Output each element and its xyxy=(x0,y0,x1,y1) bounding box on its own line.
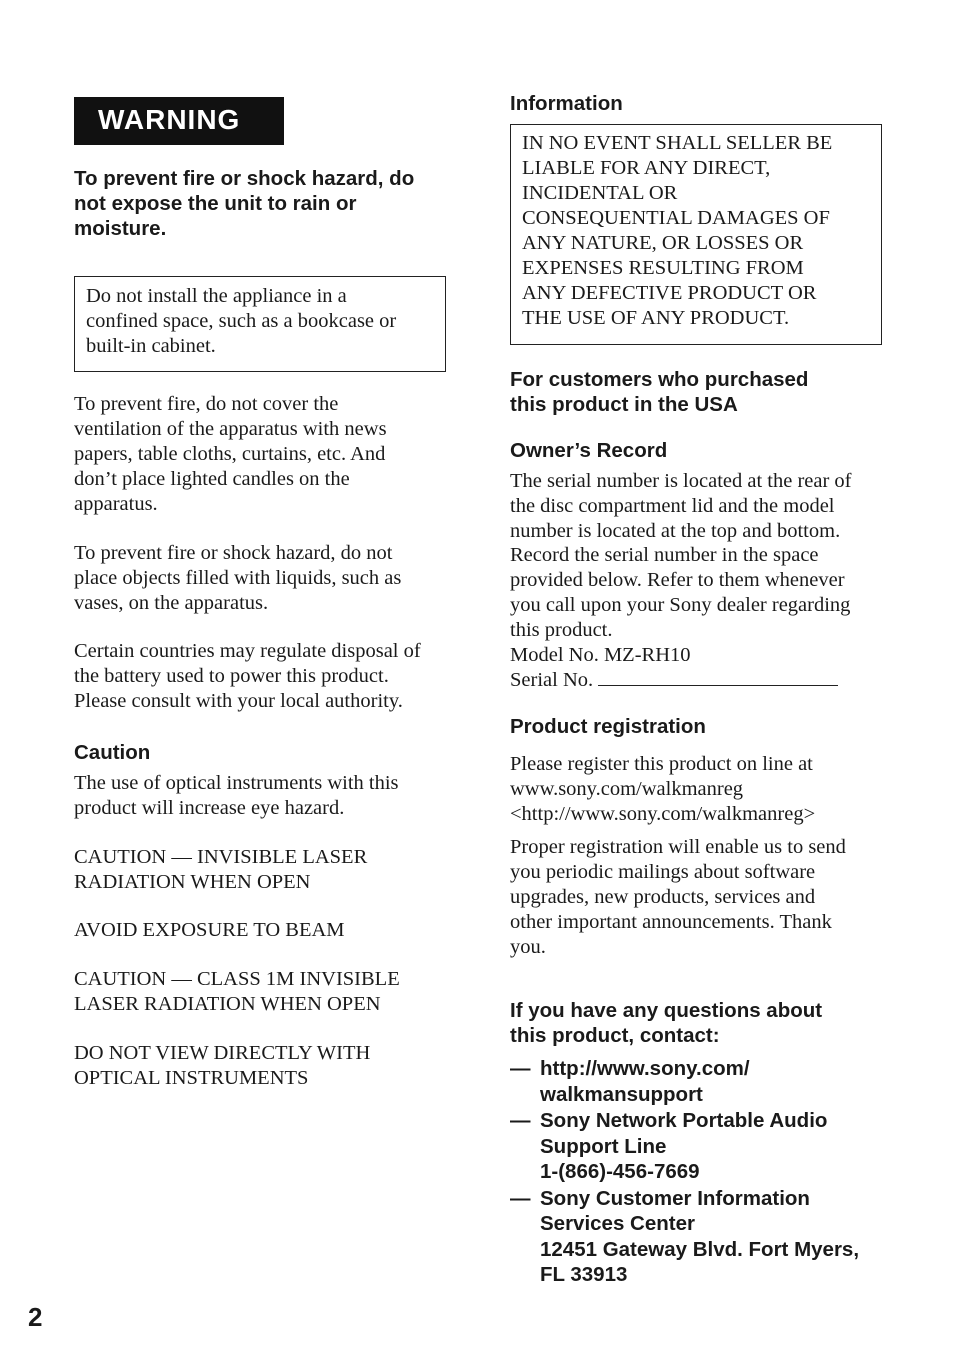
avoid-exposure: AVOID EXPOSURE TO BEAM xyxy=(74,919,345,941)
address-line: FL 33913 xyxy=(540,1263,628,1286)
para-line: the disc compartment lid and the model xyxy=(510,494,835,517)
para-line: upgrades, new products, services and xyxy=(510,886,816,908)
usa-customers-heading xyxy=(510,367,890,417)
serial-label: Serial No. xyxy=(510,669,594,692)
model-number: Model No. MZ-RH10 xyxy=(510,643,691,666)
para-line: To prevent fire, do not cover the xyxy=(74,393,339,415)
para-line: apparatus. xyxy=(74,493,158,515)
serial-blank-line xyxy=(598,667,838,686)
para-line: you call upon your Sony dealer regarding xyxy=(510,593,851,616)
para-line: this product. xyxy=(510,618,613,641)
install-line: confined space, such as a bookcase or xyxy=(86,310,397,332)
do-not-view xyxy=(74,1041,454,1091)
dash-bullet: — xyxy=(510,1057,531,1080)
para-line: DO NOT VIEW DIRECTLY WITH xyxy=(74,1042,371,1064)
information-heading: Information xyxy=(510,92,623,115)
para-line: CAUTION — CLASS 1M INVISIBLE xyxy=(74,968,400,990)
para-line: vases, on the apparatus. xyxy=(74,592,269,614)
page-number: 2 xyxy=(28,1302,43,1332)
contact-heading xyxy=(510,998,890,1048)
hazard-line: To prevent fire or shock hazard, do xyxy=(74,167,415,190)
registration-url[interactable]: www.sony.com/walkmanreg xyxy=(510,778,744,800)
install-line: Do not install the appliance in a xyxy=(86,285,347,307)
contact-line: Services Center xyxy=(540,1212,695,1235)
para-line: LASER RADIATION WHEN OPEN xyxy=(74,993,381,1015)
liability-line: INCIDENTAL OR xyxy=(522,182,678,204)
support-url[interactable]: http://www.sony.com/ xyxy=(540,1057,750,1080)
para-line: ventilation of the apparatus with news xyxy=(74,418,387,440)
dash-bullet: — xyxy=(510,1186,531,1210)
registration-link[interactable]: <http://www.sony.com/walkmanreg> xyxy=(510,803,816,825)
para-line: place objects filled with liquids, such as xyxy=(74,567,402,589)
para-line: number is located at the top and bottom. xyxy=(510,519,841,542)
install-line: built-in cabinet. xyxy=(86,335,216,357)
contact-line: Sony Customer Information xyxy=(540,1186,810,1210)
dash-bullet: — xyxy=(510,1109,531,1132)
heading-line: If you have any questions about xyxy=(510,999,823,1022)
hazard-line: moisture. xyxy=(74,217,167,240)
para-line: Certain countries may regulate disposal of xyxy=(74,640,421,662)
liability-line: THE USE OF ANY PRODUCT. xyxy=(522,307,790,329)
para-line: RADIATION WHEN OPEN xyxy=(74,871,311,893)
laser-caution-1 xyxy=(74,845,454,895)
liability-line: ANY DEFECTIVE PRODUCT OR xyxy=(522,282,817,304)
liability-line: ANY NATURE, OR LOSSES OR xyxy=(522,232,804,254)
para-line: you. xyxy=(510,936,546,958)
register-online-paragraph xyxy=(510,752,890,827)
para-line: The serial number is located at the rear of xyxy=(510,470,852,492)
liability-line: IN NO EVENT SHALL SELLER BE xyxy=(522,132,833,154)
contact-item-website xyxy=(510,1056,900,1107)
support-url[interactable]: walkmansupport xyxy=(540,1082,703,1106)
para-line: Please consult with your local authority. xyxy=(74,690,403,712)
battery-disposal-paragraph xyxy=(74,639,454,714)
liquids-paragraph xyxy=(74,541,454,616)
para-line: The use of optical instruments with this xyxy=(74,772,399,794)
owners-record-heading: Owner’s Record xyxy=(510,439,668,462)
fire-ventilation-paragraph xyxy=(74,392,454,517)
para-line: Record the serial number in the space xyxy=(510,544,819,567)
para-line: OPTICAL INSTRUMENTS xyxy=(74,1067,309,1089)
contact-line: Sony Network Portable Audio xyxy=(540,1109,828,1132)
para-line: Please register this product on line at xyxy=(510,753,813,775)
warning-title: WARNING xyxy=(74,97,284,145)
laser-caution-2 xyxy=(74,967,454,1017)
para-line: Proper registration will enable us to send xyxy=(510,836,846,858)
caution-heading: Caution xyxy=(74,741,151,764)
owners-record-paragraph xyxy=(510,469,890,693)
liability-box xyxy=(510,124,882,345)
contact-item-info-center xyxy=(510,1186,900,1288)
hazard-line: not expose the unit to rain or xyxy=(74,192,357,215)
liability-line: LIABLE FOR ANY DIRECT, xyxy=(522,157,771,179)
contact-item-support-line xyxy=(510,1108,900,1185)
phone-number: 1-(866)-456-7669 xyxy=(540,1160,700,1183)
para-line: other important announcements. Thank xyxy=(510,911,832,933)
para-line: CAUTION — INVISIBLE LASER xyxy=(74,846,368,868)
hazard-notice xyxy=(74,166,454,241)
para-line: don’t place lighted candles on the xyxy=(74,468,350,490)
liability-line: EXPENSES RESULTING FROM xyxy=(522,257,804,279)
serial-number-row xyxy=(510,667,890,693)
product-registration-heading: Product registration xyxy=(510,715,706,738)
heading-line: this product in the USA xyxy=(510,393,738,416)
optical-instruments-paragraph xyxy=(74,771,454,821)
para-line: provided below. Refer to them whenever xyxy=(510,569,845,592)
para-line: product will increase eye hazard. xyxy=(74,797,345,819)
address-line: 12451 Gateway Blvd. Fort Myers, xyxy=(540,1237,860,1261)
install-warning-box xyxy=(74,276,446,372)
registration-benefit-paragraph xyxy=(510,835,890,960)
para-line: the battery used to power this product. xyxy=(74,665,389,687)
contact-line: Support Line xyxy=(540,1134,667,1158)
contact-list xyxy=(510,1056,900,1289)
para-line: To prevent fire or shock hazard, do not xyxy=(74,542,393,564)
liability-line: CONSEQUENTIAL DAMAGES OF xyxy=(522,207,830,229)
para-line: papers, table cloths, curtains, etc. And xyxy=(74,443,386,465)
heading-line: this product, contact: xyxy=(510,1024,720,1047)
para-line: you periodic mailings about software xyxy=(510,861,816,883)
heading-line: For customers who purchased xyxy=(510,368,809,391)
